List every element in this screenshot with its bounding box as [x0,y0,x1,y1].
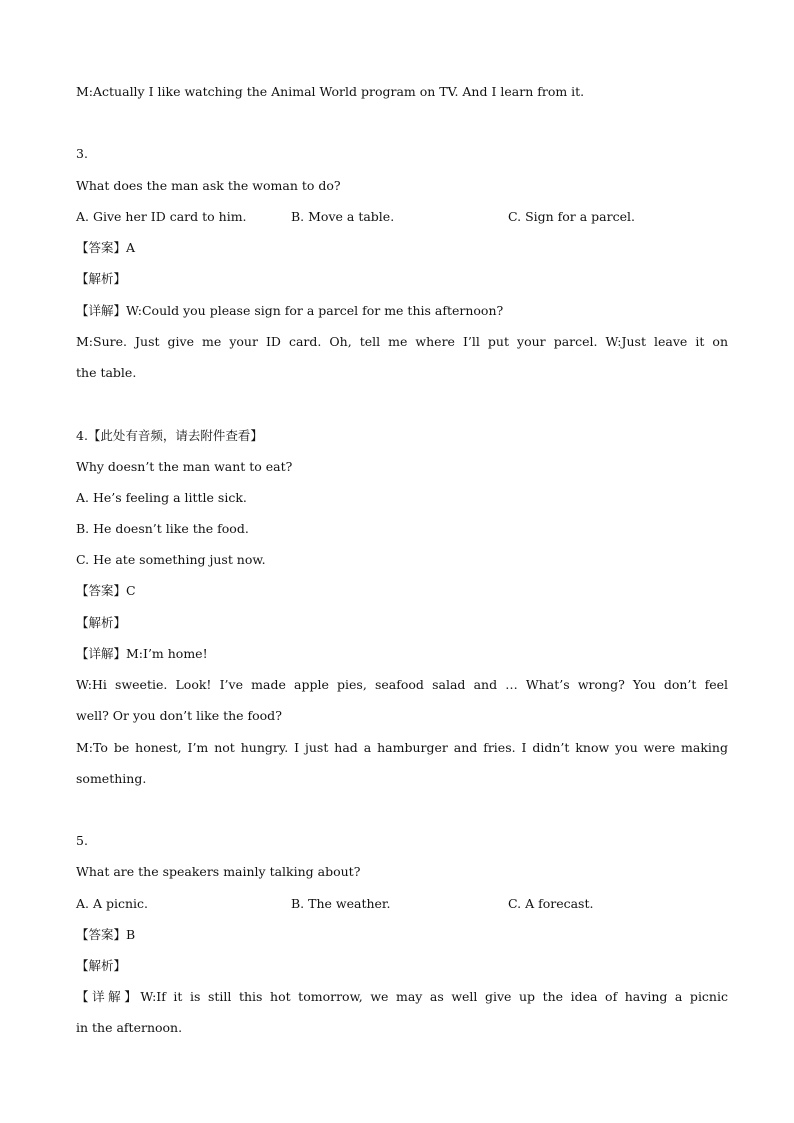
q4-option-c: C. He ate something just now. [76,552,266,567]
q4-detail-line: well? Or you don’t like the food? [76,708,282,723]
q4-detail-line: 【详解】M:I’m home! [76,646,208,661]
q5-analysis: 【解析】 [76,958,127,973]
q5-question: What are the speakers mainly talking about? [76,864,361,879]
q3-detail-line: the table. [76,365,137,380]
q4-detail-line: W:Hi sweetie. Look! I’ve made apple pies, seafood salad and … What’s wrong? You don’t feel [76,677,728,692]
q3-option-c: C. Sign for a parcel. [508,209,635,224]
q4-detail-line: M:To be honest, I’m not hungry. I just had a hamburger and fries. I didn’t know you were making [76,740,728,755]
q3-question: What does the man ask the woman to do? [76,178,341,193]
q4-analysis: 【解析】 [76,615,127,630]
q3-analysis: 【解析】 [76,271,127,286]
q4-question: Why doesn’t the man want to eat? [76,459,293,474]
q5-option-b: B. The weather. [291,896,391,911]
q3-number: 3. [76,146,88,161]
q5-detail-line: 【详解】W:If it is still this hot tomorrow, we may as well give up the idea of having a picnic [76,989,728,1004]
q3-detail-line: 【详解】W:Could you please sign for a parcel for me this afternoon? [76,303,504,318]
q5-number: 5. [76,833,88,848]
q4-number: 4.【此处有音频，请去附件查看】 [76,428,263,443]
q3-option-a: A. Give her ID card to him. [76,209,247,224]
q5-detail-line: in the afternoon. [76,1020,183,1035]
q4-option-a: A. He’s feeling a little sick. [76,490,247,505]
q2-dialogue-tail: M:Actually I like watching the Animal World program on TV. And I learn from it. [76,84,585,99]
q4-detail-line: something. [76,771,147,786]
q5-answer: 【答案】B [76,927,136,942]
q5-option-c: C. A forecast. [508,896,594,911]
q4-option-b: B. He doesn’t like the food. [76,521,249,536]
q5-option-a: A. A picnic. [76,896,148,911]
q4-answer: 【答案】C [76,583,136,598]
q3-detail-line: M:Sure. Just give me your ID card. Oh, tell me where I’ll put your parcel. W:Just leave it on [76,334,728,349]
q3-answer: 【答案】A [76,240,136,255]
q3-option-b: B. Move a table. [291,209,395,224]
